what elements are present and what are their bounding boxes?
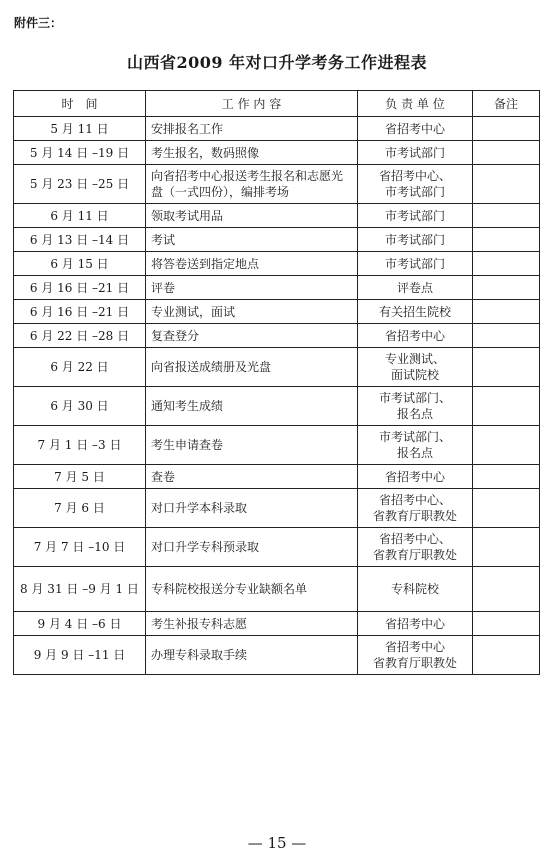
- row-note: [473, 528, 540, 567]
- table-row: [14, 204, 540, 228]
- table-header-row: [14, 91, 540, 117]
- row-responsible-unit: 专业测试、 面试院校: [358, 348, 473, 387]
- row-work-content: 专业测试，面试: [146, 300, 358, 324]
- table-row: [14, 426, 540, 465]
- row-work-content: 考生报名，数码照像: [146, 141, 358, 165]
- row-date: 6 月 16 日 –21 日: [14, 300, 146, 324]
- table-row: [14, 528, 540, 567]
- schedule-table: [13, 90, 540, 675]
- row-responsible-unit: 省招考中心: [358, 324, 473, 348]
- row-note: [473, 117, 540, 141]
- row-date: 6 月 22 日 –28 日: [14, 324, 146, 348]
- row-date: 6 月 16 日 –21 日: [14, 276, 146, 300]
- row-date: 7 月 7 日 –10 日: [14, 528, 146, 567]
- row-note: [473, 300, 540, 324]
- row-work-content: 对口升学本科录取: [146, 489, 358, 528]
- row-note: [473, 228, 540, 252]
- row-note: [473, 387, 540, 426]
- row-work-content: 办理专科录取手续: [146, 636, 358, 675]
- row-date: 5 月 23 日 –25 日: [14, 165, 146, 204]
- row-note: [473, 465, 540, 489]
- row-note: [473, 489, 540, 528]
- row-note: [473, 612, 540, 636]
- row-note: [473, 567, 540, 612]
- row-responsible-unit: 专科院校: [358, 567, 473, 612]
- header-responsible-unit: 负 责 单 位: [358, 91, 473, 117]
- row-work-content: 查卷: [146, 465, 358, 489]
- row-note: [473, 141, 540, 165]
- header-time: 时 间: [14, 91, 146, 117]
- row-date: 9 月 4 日 –6 日: [14, 612, 146, 636]
- table-row: [14, 612, 540, 636]
- page-number: — 15 —: [247, 834, 307, 852]
- row-responsible-unit: 市考试部门: [358, 228, 473, 252]
- row-date: 5 月 14 日 –19 日: [14, 141, 146, 165]
- row-responsible-unit: 省招考中心、 市考试部门: [358, 165, 473, 204]
- row-responsible-unit: 省招考中心 省教育厅职教处: [358, 636, 473, 675]
- row-date: 7 月 5 日: [14, 465, 146, 489]
- row-work-content: 评卷: [146, 276, 358, 300]
- row-date: 7 月 6 日: [14, 489, 146, 528]
- row-responsible-unit: 省招考中心、 省教育厅职教处: [358, 489, 473, 528]
- row-work-content: 将答卷送到指定地点: [146, 252, 358, 276]
- row-date: 6 月 22 日: [14, 348, 146, 387]
- row-responsible-unit: 评卷点: [358, 276, 473, 300]
- row-work-content: 考试: [146, 228, 358, 252]
- row-responsible-unit: 有关招生院校: [358, 300, 473, 324]
- row-date: 5 月 11 日: [14, 117, 146, 141]
- row-note: [473, 204, 540, 228]
- row-work-content: 安排报名工作: [146, 117, 358, 141]
- row-responsible-unit: 市考试部门: [358, 141, 473, 165]
- row-responsible-unit: 省招考中心: [358, 117, 473, 141]
- row-date: 8 月 31 日 –9 月 1 日: [14, 567, 146, 612]
- row-note: [473, 324, 540, 348]
- row-note: [473, 348, 540, 387]
- row-date: 6 月 11 日: [14, 204, 146, 228]
- annex-label: 附件三：: [14, 16, 63, 30]
- row-date: 6 月 13 日 –14 日: [14, 228, 146, 252]
- table-row: [14, 465, 540, 489]
- row-work-content: 向省报送成绩册及光盘: [146, 348, 358, 387]
- row-date: 7 月 1 日 –3 日: [14, 426, 146, 465]
- row-work-content: 考生申请查卷: [146, 426, 358, 465]
- table-row: [14, 276, 540, 300]
- header-note: 备注: [473, 91, 540, 117]
- row-note: [473, 636, 540, 675]
- table-row: [14, 489, 540, 528]
- header-work-content: 工 作 内 容: [146, 91, 358, 117]
- row-responsible-unit: 市考试部门、 报名点: [358, 387, 473, 426]
- row-work-content: 领取考试用品: [146, 204, 358, 228]
- row-responsible-unit: 市考试部门: [358, 204, 473, 228]
- row-note: [473, 276, 540, 300]
- row-work-content: 向省招考中心报送考生报名和志愿光盘（一式四份），编排考场: [146, 165, 358, 204]
- row-work-content: 通知考生成绩: [146, 387, 358, 426]
- row-responsible-unit: 市考试部门: [358, 252, 473, 276]
- row-responsible-unit: 省招考中心、 省教育厅职教处: [358, 528, 473, 567]
- table-row: [14, 252, 540, 276]
- table-row: [14, 228, 540, 252]
- table-row: [14, 141, 540, 165]
- row-date: 6 月 15 日: [14, 252, 146, 276]
- row-date: 9 月 9 日 –11 日: [14, 636, 146, 675]
- document-title: 山西省2009 年对口升学考务工作进程表: [126, 53, 428, 72]
- row-note: [473, 165, 540, 204]
- row-work-content: 专科院校报送分专业缺额名单: [146, 567, 358, 612]
- table-row: [14, 165, 540, 204]
- row-work-content: 复查登分: [146, 324, 358, 348]
- row-responsible-unit: 市考试部门、 报名点: [358, 426, 473, 465]
- row-responsible-unit: 省招考中心: [358, 465, 473, 489]
- table-body: [14, 117, 540, 675]
- table-row: [14, 300, 540, 324]
- row-responsible-unit: 省招考中心: [358, 612, 473, 636]
- table-row: [14, 117, 540, 141]
- row-work-content: 考生补报专科志愿: [146, 612, 358, 636]
- table-row: [14, 567, 540, 612]
- row-note: [473, 252, 540, 276]
- table-row: [14, 636, 540, 675]
- row-work-content: 对口升学专科预录取: [146, 528, 358, 567]
- table-row: [14, 324, 540, 348]
- table-row: [14, 348, 540, 387]
- row-date: 6 月 30 日: [14, 387, 146, 426]
- row-note: [473, 426, 540, 465]
- table-row: [14, 387, 540, 426]
